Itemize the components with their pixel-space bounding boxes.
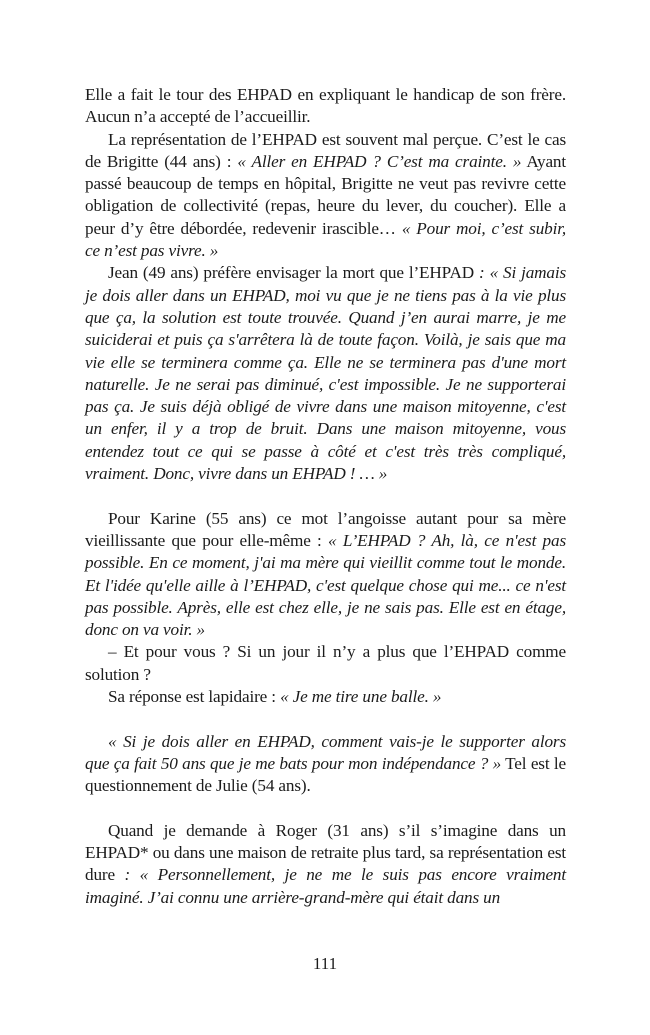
paragraph-p8 bbox=[85, 820, 566, 909]
paragraph-text: Jean (49 ans) préfère envisager la mort que l’EHPAD bbox=[108, 263, 479, 283]
paragraph-p5 bbox=[85, 641, 566, 686]
quote-text: : « Personnellement, je ne me le suis pas encore vraiment imaginé. J’ai connu une arrière-grand-mère qui était dans un bbox=[85, 865, 566, 907]
quote-text: : « Si jamais je dois aller dans un EHPAD, moi vu que je ne tiens pas à la vie plus que ça, la solution est toute trouvée. Quand j’en aurai marre, je me suiciderai et puis ça s'arrêtera là de toute façon. Voilà, je sais que ma vie elle se terminera comme ça. Elle ne se terminera pas d'une mort naturelle. Je ne serai pas diminué, c'est impossible. Je ne supporterai pas ça. Je suis déjà obligé de vivre dans une maison mitoyenne, c'est un enfer, il y a trop de bruit. Dans une maison mitoyenne, vous entendez tout ce qui se passe à côté et c'est très très compliqué, vraiment. Donc, vivre dans un EHPAD ! … » bbox=[85, 263, 567, 484]
paragraph-p6 bbox=[85, 686, 566, 708]
paragraph-text: La représentation de l’EHPAD est souvent mal perçue. C’est le cas de Brigitte (44 ans) : bbox=[85, 129, 566, 171]
paragraph-p2 bbox=[85, 129, 566, 263]
quote-text: « Pour moi, c’est subir, ce n’est pas vivre. » bbox=[85, 218, 566, 261]
quote-text: « Je me tire une balle. » bbox=[280, 687, 442, 707]
paragraph-text: Pour Karine (55 ans) ce mot l’angoisse autant pour sa mère vieillissante que pour elle-même : bbox=[85, 508, 566, 550]
paragraph-text: – Et pour vous ? Si un jour il n’y a plus que l’EHPAD comme solution ? bbox=[85, 642, 566, 684]
paragraph-spacer bbox=[85, 798, 566, 820]
body-text bbox=[85, 84, 566, 909]
paragraph-p1 bbox=[85, 84, 566, 129]
page-number: 111 bbox=[312, 954, 338, 973]
paragraph-text: Elle a fait le tour des EHPAD en expliquant le handicap de son frère. Aucun n’a accepté de l’accueillir. bbox=[85, 85, 566, 127]
paragraph-text: Tel est le questionnement de Julie (54 ans). bbox=[85, 753, 566, 796]
paragraph-spacer bbox=[85, 485, 566, 507]
paragraph-p4 bbox=[85, 508, 566, 642]
paragraph-spacer bbox=[85, 708, 566, 730]
paragraph-text: Ayant passé beaucoup de temps en hôpital, Brigitte ne veut pas revivre cette obligation de collectivité (repas, heure du lever, du coucher). Elle a peur d’y être débordée, redevenir irascible… bbox=[85, 151, 567, 238]
quote-text: « L’EHPAD ? Ah, là, ce n'est pas possible. En ce moment, j'ai ma mère qui vieillit comme tout le monde. Et l'idée qu'elle aille à l’EHPAD, c'est quelque chose qui me... ce n'est pas possible. Après, elle est chez elle, je ne sais pas. Elle est en étage, donc on va voir. » bbox=[85, 530, 566, 640]
paragraph-p3 bbox=[85, 262, 566, 485]
paragraph-text: Sa réponse est lapidaire : bbox=[108, 687, 281, 707]
quote-text: « Si je dois aller en EHPAD, comment vais-je le supporter alors que ça fait 50 ans que je me bats pour mon indépendance ? » bbox=[85, 731, 566, 773]
quote-text: « Aller en EHPAD ? C’est ma crainte. » bbox=[237, 151, 522, 171]
paragraph-p7 bbox=[85, 731, 566, 798]
paragraph-text: Quand je demande à Roger (31 ans) s’il s’imagine dans un EHPAD* ou dans une maison de retraite plus tard, sa représentation est dure bbox=[85, 820, 566, 885]
